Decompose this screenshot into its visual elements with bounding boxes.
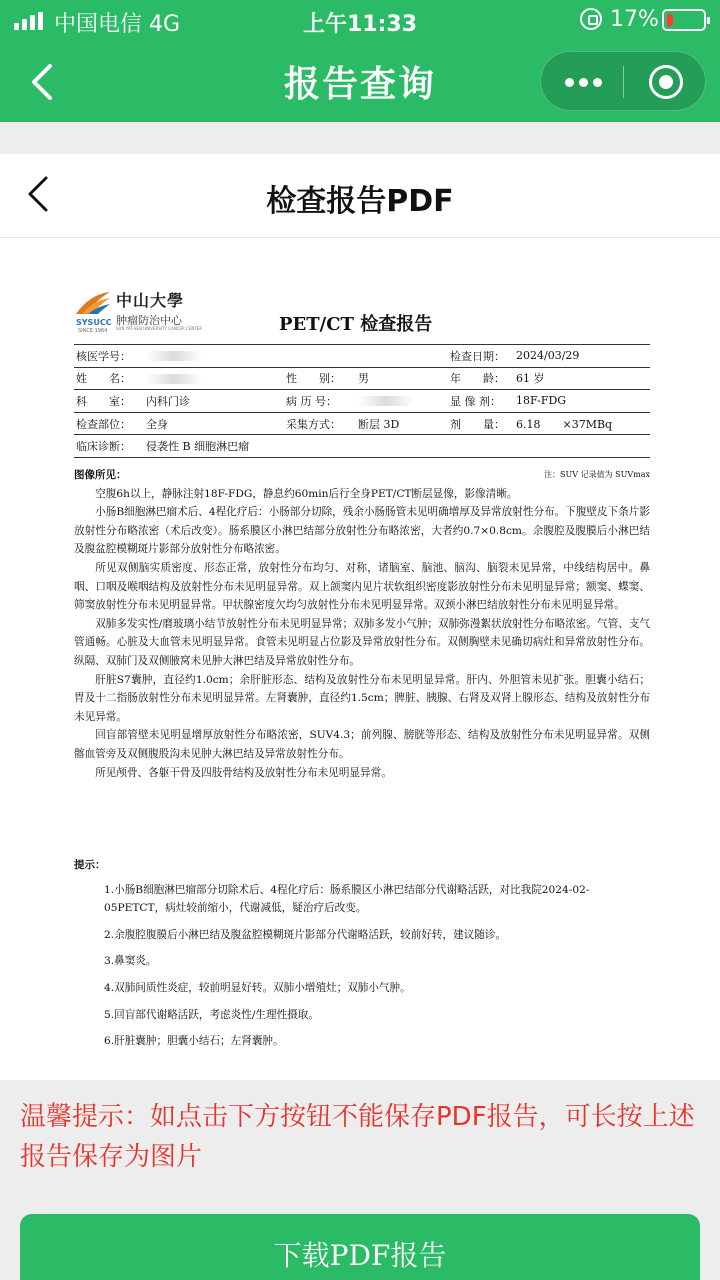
suv-note: 注：SUV 记录值为 SUVmax xyxy=(544,470,650,479)
finding-paragraph: 回盲部管壁未见明显增厚放射性分布略浓密，SUV4.3；前列腺、膀胱等形态、结构及放射性分布未见明显异常。双侧髂血管旁及双侧腹股沟未见肿大淋巴结及异常放射性分布。 xyxy=(74,729,650,760)
redacted-field xyxy=(146,374,202,384)
info-row xyxy=(74,412,650,435)
info-value: 2024/03/29 xyxy=(516,349,580,363)
info-label: 剂 量： xyxy=(450,417,505,431)
capsule-divider xyxy=(623,66,624,98)
report-title: PET/CT 检查报告 xyxy=(279,314,433,335)
finding-paragraph: 肝脏S7囊肿，直径约1.0cm；余肝脏形态、结构及放射性分布未见明显异常。肝内、外胆管未见扩张。胆囊小结石；胃及十二指肠放射性分布未见明显异常。左肾囊肿，直径约1.5cm；脾脏、胰腺、右肾及双肾上腺形态、结构及放射性分布未见异常。 xyxy=(74,673,650,723)
info-value xyxy=(356,345,448,368)
hints-section xyxy=(74,856,650,1059)
title-bar xyxy=(0,0,720,122)
finding-paragraph: 所见双侧脑实质密度、形态正常，放射性分布均匀、对称，诸脑室、脑池、脑沟、脑裂未见异常，中线结构居中。鼻咽、口咽及喉咽结构及放射性分布未见明显异常。双上颌窦内见片状软组织密度影放射性分布未见明显异常；额窦、蝶窦、筛窦放射性分布未见明显异常。甲状腺密度欠均匀放射性分布未见明显异常。双颈小淋巴结放射性分布未见明显异常。 xyxy=(74,561,650,612)
capsule-menu xyxy=(540,51,706,111)
info-row xyxy=(74,367,650,390)
hints-title: 提示： xyxy=(74,859,106,871)
hint-item: 4.双肺间质性炎症，较前明显好转。双肺小增殖灶；双肺小气肿。 xyxy=(104,981,411,994)
info-value: 61 岁 xyxy=(516,372,545,386)
info-value: 18F-FDG xyxy=(516,394,567,408)
more-icon[interactable] xyxy=(565,78,603,87)
info-label: 临床诊断： xyxy=(76,440,131,454)
rotation-lock-icon xyxy=(580,8,602,30)
info-label: 采集方式： xyxy=(286,417,341,431)
info-label: 检查部位： xyxy=(76,417,131,431)
info-value xyxy=(144,367,284,390)
info-value: 6.18 ×37MBq xyxy=(516,417,613,431)
save-tip: 温馨提示：如点击下方按钮不能保存PDF报告，可长按上述报告保存为图片 xyxy=(20,1102,695,1172)
info-value: 侵袭性 B 细胞淋巴瘤 xyxy=(146,440,250,454)
hint-item: 1.小肠B细胞淋巴瘤部分切除术后、4程化疗后：肠系膜区小淋巴结部分代谢略活跃，对比我院2024-02-05PETCT，病灶较前缩小，代谢减低，疑治疗后改变。 xyxy=(104,883,590,915)
redacted-field xyxy=(146,351,202,361)
carrier-label: 中国电信 4G xyxy=(54,12,181,37)
hint-item: 2.余腹腔腹膜后小淋巴结及腹盆腔模糊斑片影部分代谢略活跃，较前好转，建议随诊。 xyxy=(104,928,507,941)
navbar-title: 报告查询 xyxy=(283,64,436,105)
info-label: 病 历 号： xyxy=(286,394,337,408)
logo-since: SINCE 1964 xyxy=(78,328,108,334)
logo-university: 中山大學 xyxy=(116,291,185,310)
hospital-logo xyxy=(74,288,214,336)
info-label: 年 龄： xyxy=(450,372,505,386)
info-value: 断层 3D xyxy=(358,417,400,431)
info-row xyxy=(74,345,650,368)
info-label: 核医学号： xyxy=(76,349,131,363)
status-time: 上午11:33 xyxy=(302,12,418,37)
report-document[interactable] xyxy=(0,238,720,1080)
logo-mark-icon xyxy=(74,290,112,316)
info-label xyxy=(284,345,356,368)
info-label: 检查日期： xyxy=(450,349,505,363)
redacted-field xyxy=(358,396,414,406)
findings-title: 图像所见： xyxy=(74,469,127,481)
finding-paragraph: 空腹6h以上，静脉注射18F-FDG，静息约60min后行全身PET/CT断层显像，影像清晰。 xyxy=(95,487,518,500)
page-header xyxy=(0,154,720,238)
info-value: 全身 xyxy=(146,417,168,431)
hint-item: 3.鼻窦炎。 xyxy=(104,955,157,968)
battery-percent: 17% xyxy=(610,7,659,32)
page-title: 检查报告PDF xyxy=(266,184,454,219)
info-label: 科 室： xyxy=(76,394,131,408)
logo-center: 肿瘤防治中心 xyxy=(116,314,182,327)
logo-english: SUN YAT-SEN UNIVERSITY CANCER CENTER xyxy=(116,326,203,331)
info-label: 性 别： xyxy=(286,372,341,386)
download-pdf-button[interactable]: 下载PDF报告 xyxy=(20,1214,700,1280)
logo-abbr: SYSUCC xyxy=(76,318,112,327)
info-label: 姓 名： xyxy=(76,372,131,386)
finding-paragraph: 小肠B细胞淋巴瘤术后、4程化疗后：小肠部分切除，残余小肠肠管未见明确增厚及异常放射性分布。下腹壁皮下条片影放射性分布略浓密（术后改变）。肠系膜区小淋巴结部分放射性分布略浓密，大者约0.7×0.8cm。余腹腔及腹膜后小淋巴结及腹盆腔模糊斑片影部分放射性分布略浓密。 xyxy=(74,506,650,556)
info-row xyxy=(74,435,650,458)
findings-section xyxy=(74,466,650,782)
status-bar xyxy=(0,0,720,42)
battery-icon xyxy=(662,9,706,31)
hint-item: 6.肝脏囊肿；胆囊小结石；左肾囊肿。 xyxy=(104,1035,284,1048)
info-value: 男 xyxy=(358,372,369,386)
info-value: 内科门诊 xyxy=(146,394,190,408)
info-label: 显 像 剂： xyxy=(450,394,501,408)
finding-paragraph: 双肺多发实性/磨玻璃小结节放射性分布未见明显异常；双肺多发小气肿；双肺弥漫絮状放射性分布略浓密。气管、支气管通畅。心脏及大血管未见明显异常。食管未见明显占位影及异常放射性分布。双侧胸壁未见确切病灶和异常放射性分布。纵隔、双肺门及双侧腋窝未见肿大淋巴结及异常放射性分布。 xyxy=(74,617,650,667)
patient-info-table xyxy=(74,344,650,458)
finding-paragraph: 所见颅骨、各躯干骨及四肢骨结构及放射性分布未见明显异常。 xyxy=(95,766,392,779)
info-value xyxy=(144,345,284,368)
close-miniprogram-icon[interactable] xyxy=(649,65,683,99)
hint-item: 5.回盲部代谢略活跃，考虑炎性/生理性摄取。 xyxy=(104,1008,319,1021)
info-value xyxy=(356,390,448,413)
info-row xyxy=(74,390,650,413)
